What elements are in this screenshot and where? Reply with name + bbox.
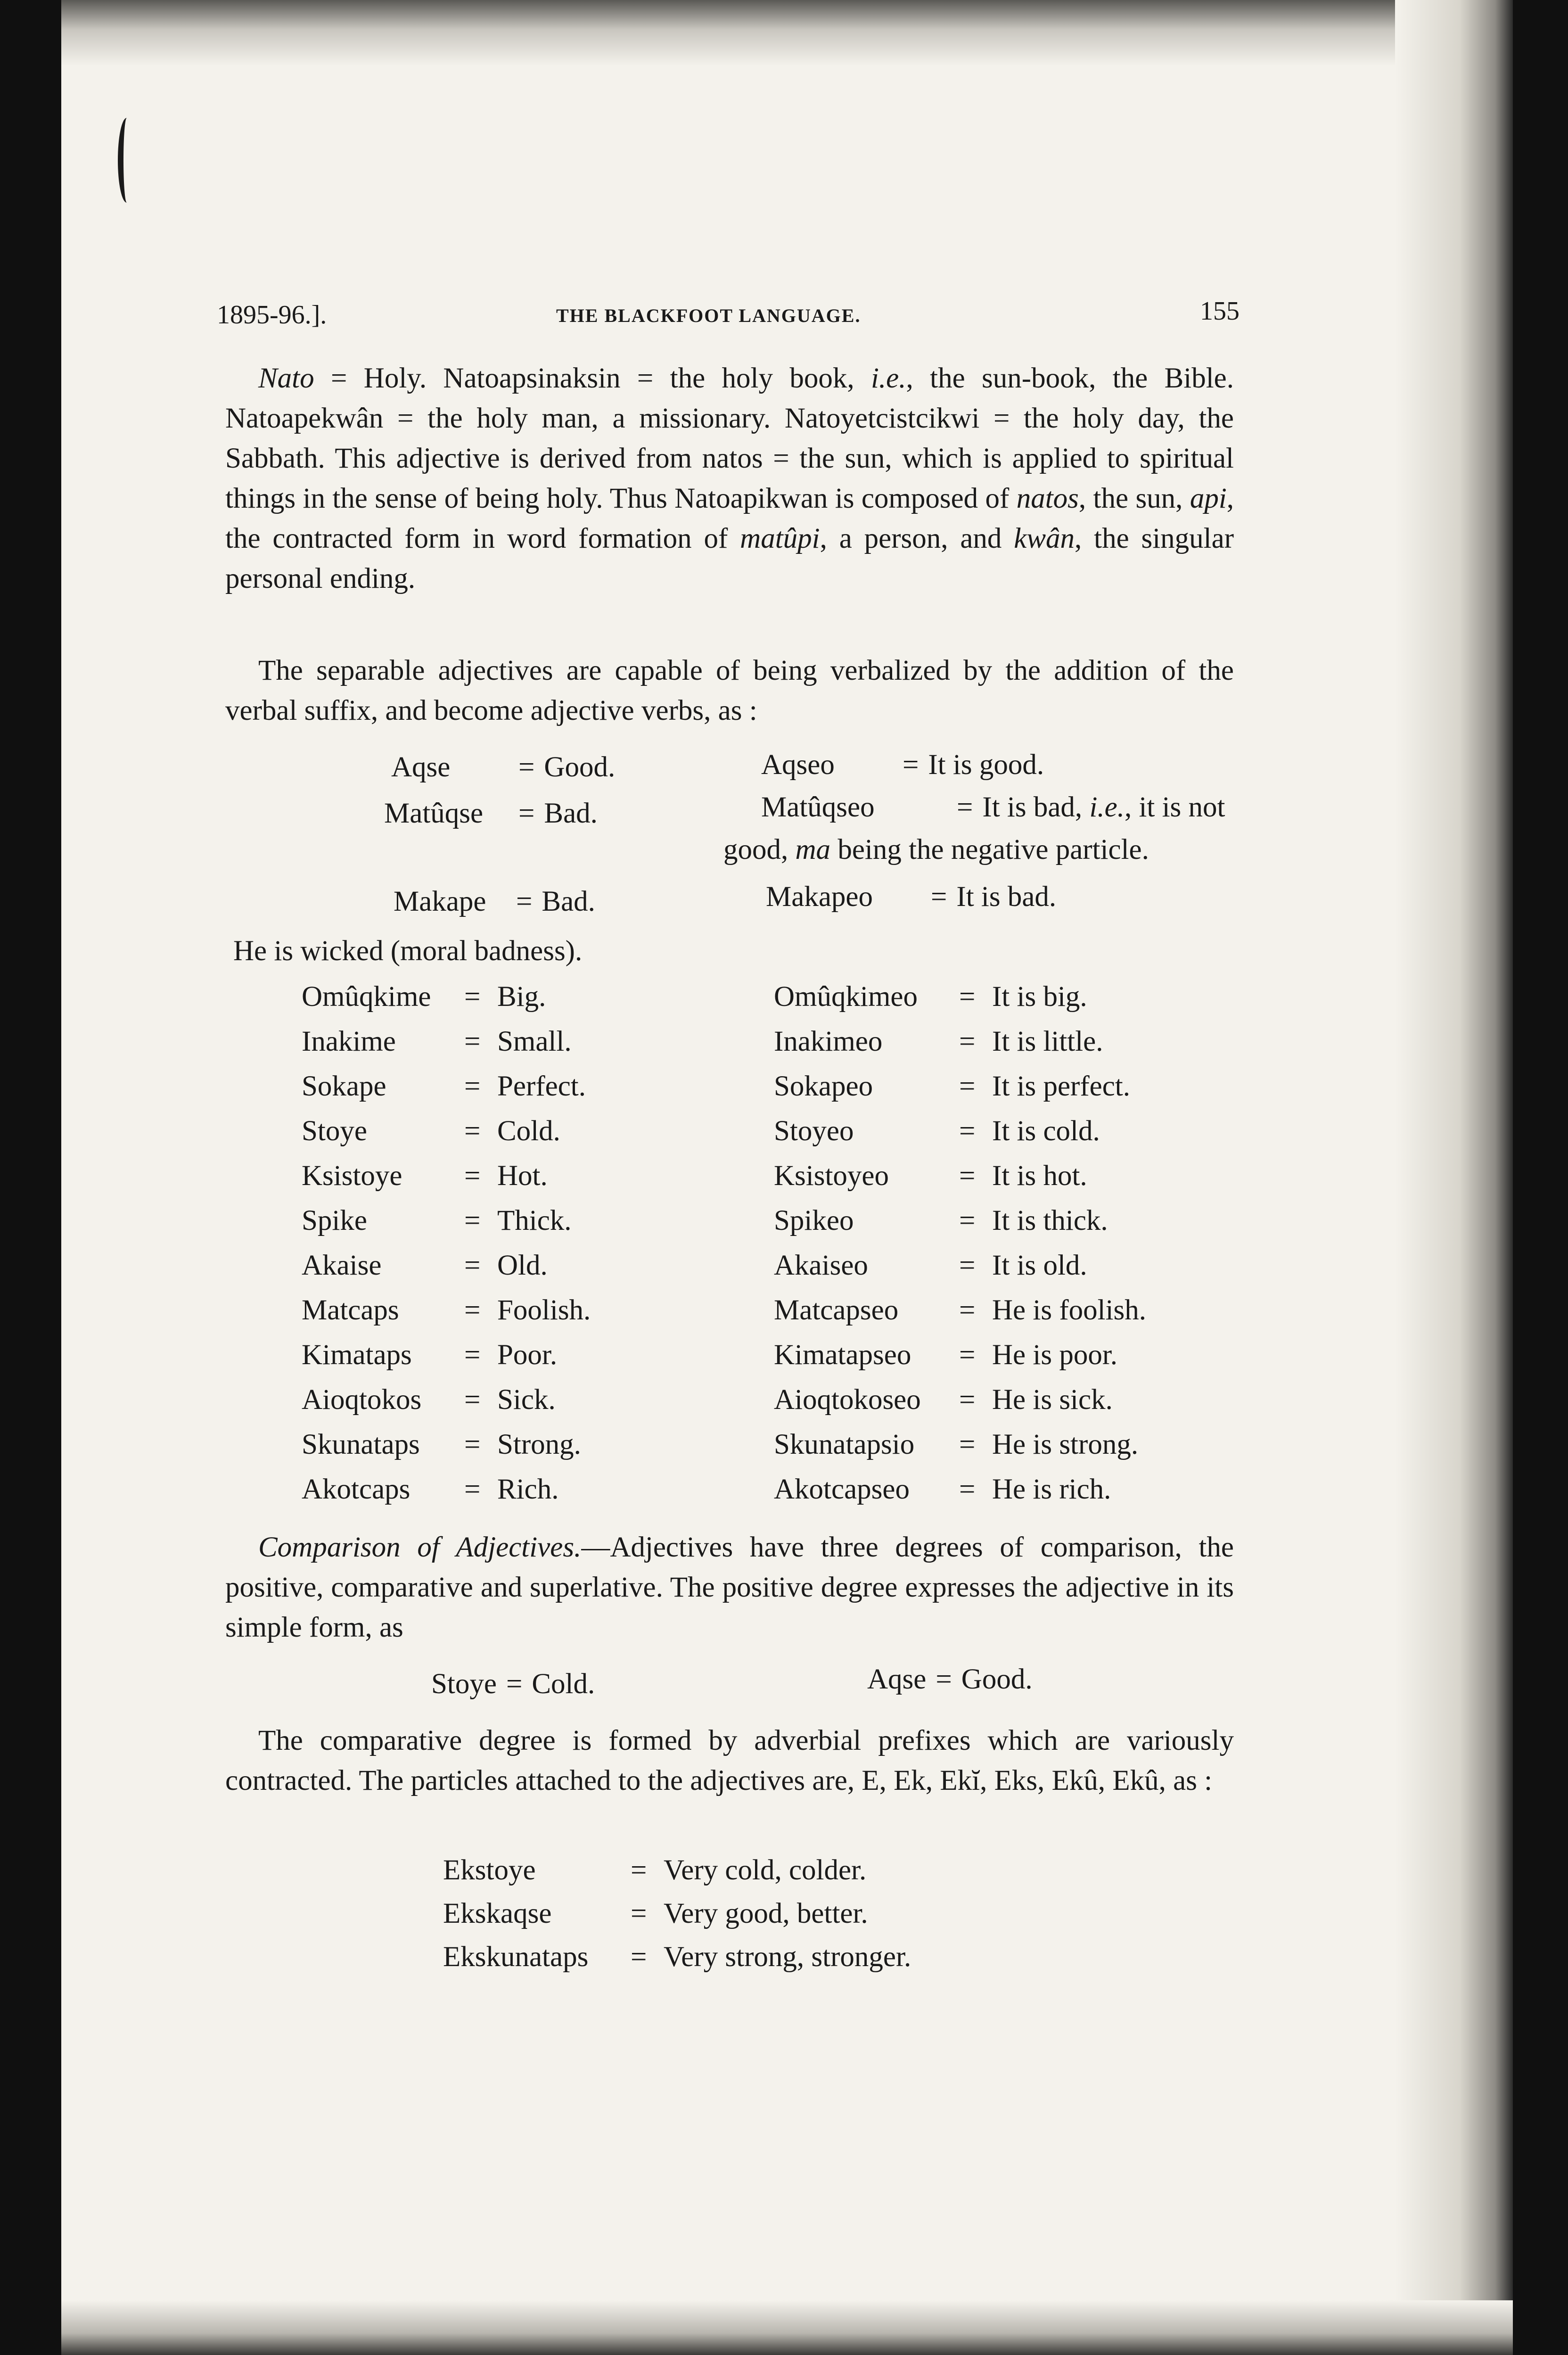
gloss: Sick. [497,1384,556,1416]
adjective-verb-gloss: = [959,1339,976,1371]
pair-matuqse [384,793,598,833]
adjective: Aioqtokos [302,1384,422,1416]
adjective: Inakime [302,1026,396,1057]
verb-gloss: He is strong. [992,1429,1139,1460]
adjective: Kimataps [302,1339,412,1371]
verb-gloss: It is hot. [992,1160,1087,1192]
adjective-gloss: = [464,1160,481,1192]
adjective-row [302,1335,1244,1380]
verb-makapeo: Makapeo [766,881,873,913]
para1-text-1: = Holy. Natoapsinaksin = the holy book, [314,362,871,394]
adjective: Sokape [302,1070,386,1102]
eq: = [631,1854,647,1886]
eq: = [631,1941,647,1973]
adj-matuqse: Matûqse [384,798,484,829]
vgloss-ie: i.e. [1089,791,1125,823]
pair-matuqseo [761,787,1225,827]
gloss: Foolish. [497,1294,591,1326]
adjective-gloss: = [464,1429,481,1460]
gloss: Rich. [497,1474,559,1505]
adjective-verb: Akotcapseo [774,1474,910,1505]
para1-text-3: , the sun, [1078,483,1190,514]
para1-ie: i.e. [870,362,906,394]
eq: = [631,1898,647,1929]
verb-gloss: He is rich. [992,1474,1111,1505]
verb-gloss: It is cold. [992,1115,1100,1147]
note-negative [723,830,1149,870]
adjective-verb-gloss: = [959,1429,976,1460]
gloss: Thick. [497,1205,572,1236]
adjective-gloss: = [464,1115,481,1147]
pair-makapeo [766,877,1056,917]
pair-makape [394,881,595,922]
paragraph-nato [225,358,1234,599]
term-nato: Nato [258,362,314,394]
verb-gloss: It is thick. [992,1205,1108,1236]
adjective-row [302,977,1244,1021]
gloss: Small. [497,1026,572,1057]
adjective-verb-gloss: = [959,1384,976,1416]
verb-gloss: He is sick. [992,1384,1113,1416]
adjective-row [302,1066,1244,1111]
para1-text-5: , a person, and [820,523,1014,554]
adjective-verb: Matcapseo [774,1294,899,1326]
eq: = [518,798,535,829]
page-number: 155 [1200,296,1240,326]
gloss: Poor. [497,1339,558,1371]
comparison-heading: Comparison of Adjectives. [258,1532,582,1563]
example-aqse [867,1659,1033,1699]
comparative-gloss: Very good, better. [664,1898,868,1929]
adjective-gloss: = [464,1250,481,1281]
para1-text-2: , the sun-book, the Bible. Natoapekwân = the holy man, a missionary. Natoyetcistcikwi = the holy day, the Sabbath. This adjective is derived from natos = the sun, which is applied to spiritual things in the sense of being holy. Thus Natoapikwan is composed of [225,362,1234,514]
verb-gloss: It is perfect. [992,1070,1130,1102]
example-aqse-gloss: Good. [961,1663,1033,1695]
eq: = [516,886,533,917]
adjective-table [302,977,1244,1514]
adjective-row [302,1290,1244,1335]
adjective-verb-gloss: = [959,981,976,1013]
adjective-row [302,1201,1244,1245]
adjective: Stoye [302,1115,367,1147]
adjective-row [302,1021,1244,1066]
adjective-row [302,1425,1244,1469]
adjective-verb: Skunatapsio [774,1429,915,1460]
note-rest: being the negative particle. [830,834,1149,865]
verb-matuqseo: Matûqseo [761,791,875,823]
adjective: Omûqkime [302,981,431,1013]
adjective-verb: Stoyeo [774,1115,854,1147]
adjective-verb-gloss: = [959,1070,976,1102]
comparative-word: Ekskunataps [443,1941,589,1973]
gloss: Cold. [497,1115,560,1147]
running-head-year: 1895-96.]. [217,300,327,329]
adjective-verb: Aioqtokoseo [774,1384,921,1416]
comparative-gloss: Very cold, colder. [664,1854,867,1886]
gloss: Strong. [497,1429,581,1460]
running-head-title: THE BLACKFOOT LANGUAGE. [556,305,861,326]
adjective-gloss: = [464,1384,481,1416]
comparative-gloss: Very strong, stronger. [664,1941,911,1973]
adjective-verb: Omûqkimeo [774,981,918,1013]
eq: = [518,751,535,783]
adjective-verb: Akaiseo [774,1250,868,1281]
binding-mark [118,118,136,203]
comparative-word: Ekskaqse [443,1898,552,1929]
gloss: Hot. [497,1160,548,1192]
verb-gloss: It is old. [992,1250,1087,1281]
adjective-gloss: = [464,1026,481,1057]
adjective-verb-gloss: = [959,1294,976,1326]
gloss: Perfect. [497,1070,586,1102]
comparative-row [443,1894,1197,1937]
eq: = [506,1668,523,1700]
para1-kwan: kwân [1014,523,1075,554]
para1-text-6: , the singular personal ending. [225,523,1234,594]
para1-matupi: matûpi [740,523,820,554]
adjective-row [302,1469,1244,1514]
adjective-verb: Spikeo [774,1205,854,1236]
vgloss-bad-b: , it is not [1124,791,1225,823]
note-ma: ma [795,834,831,865]
para1-text-4: , the contracted form in word formation of [225,483,1234,554]
example-stoye-word: Stoye [431,1668,497,1700]
adjective-verb-gloss: = [959,1250,976,1281]
adjective-gloss: = [464,1474,481,1505]
adjective: Spike [302,1205,367,1236]
adjective-verb: Ksistoyeo [774,1160,889,1192]
vgloss-good: It is good. [928,749,1044,781]
eq: = [936,1663,952,1695]
verb-gloss: He is poor. [992,1339,1118,1371]
vgloss-bad-a: It is bad, [982,791,1090,823]
adj-makape: Makape [394,886,486,917]
example-stoye [431,1664,595,1704]
adjective-row [302,1111,1244,1156]
adjective: Matcaps [302,1294,399,1326]
paragraph-separable: The separable adjectives are capable of being verbalized by the addition of the verbal suffix, and become adjective verbs, as : [225,655,1234,726]
adjective-verb: Inakimeo [774,1026,883,1057]
paragraph-comparative: The comparative degree is formed by adverbial prefixes which are variously contracted. The particles attached to the adjectives are, E, Ek, Ekĭ, Eks, Ekû, Ekû, as : [225,1725,1234,1796]
adjective-gloss: = [464,1294,481,1326]
verb-gloss: He is foolish. [992,1294,1147,1326]
gloss: Big. [497,981,546,1013]
para1-api: api [1190,483,1227,514]
adjective-verb: Sokapeo [774,1070,873,1102]
adjective-gloss: = [464,1070,481,1102]
verb-aqseo: Aqseo [761,749,835,781]
adjective: Skunataps [302,1429,420,1460]
pair-aqseo [761,745,1044,785]
adjective: Akaise [302,1250,382,1281]
gloss-bad: Bad. [542,886,595,917]
note-good: good, [723,834,796,865]
comparison-text: —Adjectives have three degrees of comparison, the positive, comparative and superlative. The positive degree expresses the adjective in its simple form, as [225,1532,1234,1643]
scan-edge-right [1395,0,1513,2355]
adjective-gloss: = [464,981,481,1013]
adjective-verb-gloss: = [959,1205,976,1236]
running-head [217,296,1240,338]
scan-edge-bottom [61,2300,1513,2355]
adjective-row [302,1380,1244,1425]
adjective-verb-gloss: = [959,1115,976,1147]
comparative-row [443,1850,1197,1894]
gloss-good: Good. [544,751,616,783]
adjective: Ksistoye [302,1160,402,1192]
example-stoye-gloss: Cold. [532,1668,595,1700]
gloss: Old. [497,1250,548,1281]
verb-gloss: It is big. [992,981,1087,1013]
adjective-verb-gloss: = [959,1026,976,1057]
adjective-row [302,1156,1244,1201]
eq: = [957,791,973,823]
paragraph-comparison [225,1527,1234,1647]
adjective-gloss: = [464,1205,481,1236]
verb-gloss: It is little. [992,1026,1103,1057]
adjective-row [302,1245,1244,1290]
comparative-list [443,1850,1197,1980]
comparative-word: Ekstoye [443,1854,536,1886]
para1-natos: natos [1016,483,1079,514]
adjective-verb-gloss: = [959,1474,976,1505]
vgloss-bad: It is bad. [956,881,1057,913]
adjective-verb: Kimatapseo [774,1339,911,1371]
pair-aqse [391,747,615,787]
eq: = [903,749,919,781]
adjective-gloss: = [464,1339,481,1371]
gloss-bad: Bad. [544,798,598,829]
adjective: Akotcaps [302,1474,410,1505]
wicked-note: He is wicked (moral badness). [233,935,583,967]
scan-edge-top [61,0,1513,66]
adjective-verb-gloss: = [959,1160,976,1192]
comparative-row [443,1937,1197,1980]
adj-aqse: Aqse [391,751,451,783]
eq: = [931,881,947,913]
example-aqse-word: Aqse [867,1663,927,1695]
